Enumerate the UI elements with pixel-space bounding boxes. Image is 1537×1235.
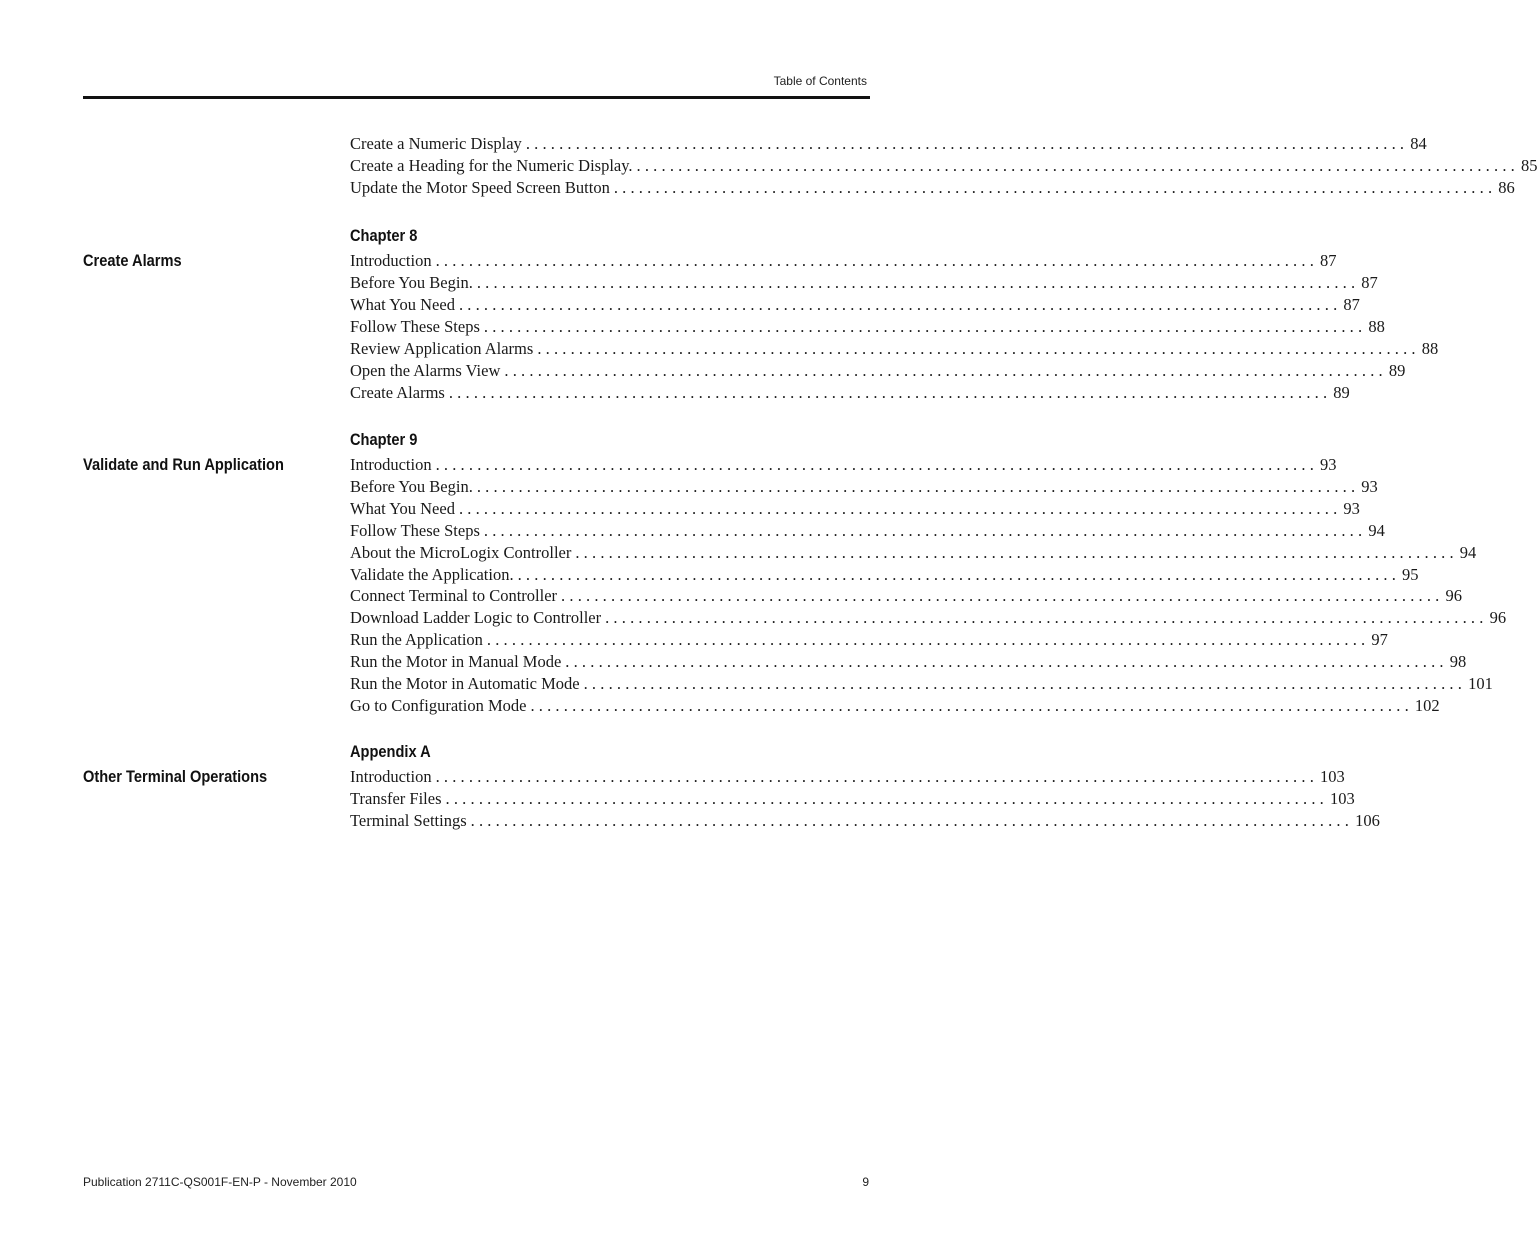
toc-entry-title: Go to Configuration Mode: [350, 696, 527, 715]
toc-entry[interactable]: [350, 543, 1477, 565]
toc-leader: ..........................................................................................................: [448, 383, 1332, 402]
toc-leader: ..........................................................................................................: [486, 630, 1370, 649]
section-title[interactable]: Create Alarms: [83, 251, 182, 270]
toc-leader: ..........................................................................................................: [565, 652, 1448, 671]
toc-entry-page: 102: [1414, 696, 1440, 715]
toc-entry-page: 95: [1402, 565, 1419, 584]
toc-leader: ..........................................................................................................: [504, 361, 1387, 380]
toc-entry-title: Update the Motor Speed Screen Button: [350, 178, 610, 197]
toc-entry[interactable]: [350, 317, 1385, 339]
toc-entry-page: 86: [1498, 178, 1515, 197]
toc-entry-page: 93: [1361, 477, 1378, 496]
toc-entry[interactable]: [350, 339, 1439, 361]
toc-entry-title: Introduction: [350, 455, 432, 474]
toc-leader: ..........................................................................................................: [530, 696, 1413, 715]
toc-entry-page: 89: [1388, 361, 1406, 380]
toc-entry-page: 103: [1320, 767, 1345, 786]
toc-entry-title: Introduction: [350, 767, 432, 786]
toc-entry-title: Follow These Steps: [350, 521, 480, 540]
toc-entry-title: Create a Heading for the Numeric Display.: [350, 156, 633, 175]
toc-entry[interactable]: [350, 156, 1537, 178]
toc-entry-page: 94: [1368, 521, 1385, 540]
toc-entry-title: Validate the Application.: [350, 565, 514, 584]
toc-entry[interactable]: [350, 273, 1378, 295]
toc-entry-page: 101: [1468, 674, 1493, 693]
toc-entry-title: Create Alarms: [350, 383, 445, 402]
toc-entry[interactable]: [350, 630, 1388, 652]
toc-entry-page: 87: [1343, 295, 1360, 314]
toc-entry-title: Review Application Alarms: [350, 339, 534, 358]
toc-entry-page: 87: [1320, 251, 1337, 270]
toc-entry[interactable]: [350, 789, 1355, 811]
toc-leader: ..........................................................................................................: [636, 156, 1519, 175]
toc-entry-title: Introduction: [350, 251, 432, 270]
toc-entry-page: 87: [1361, 273, 1378, 292]
page-number: 9: [862, 1175, 869, 1189]
toc-entry[interactable]: [350, 608, 1507, 630]
toc-entry[interactable]: [350, 477, 1378, 499]
toc-entry-title: Before You Begin.: [350, 477, 473, 496]
toc-entry[interactable]: [350, 383, 1350, 405]
toc-leader: ..........................................................................................................: [445, 789, 1328, 808]
toc-leader: ..........................................................................................................: [575, 543, 1458, 562]
toc-entry-page: 96: [1445, 586, 1462, 605]
running-header: Table of Contents: [773, 74, 867, 88]
toc-entry[interactable]: [350, 295, 1360, 317]
toc-entry-page: 88: [1368, 317, 1385, 336]
toc-entry[interactable]: [350, 586, 1462, 608]
toc-leader: ..........................................................................................................: [470, 811, 1354, 830]
toc-entry[interactable]: [350, 455, 1337, 477]
toc-entry-title: Run the Application: [350, 630, 483, 649]
toc-entry-title: Connect Terminal to Controller: [350, 586, 558, 605]
toc-entry[interactable]: [350, 178, 1515, 200]
toc-entry-page: 103: [1329, 789, 1355, 808]
toc-entry-page: 97: [1371, 630, 1388, 649]
toc-entry-title: Open the Alarms View: [350, 361, 501, 380]
toc-entry-page: 93: [1343, 499, 1360, 518]
toc-leader: ..........................................................................................................: [435, 455, 1319, 474]
toc-entry[interactable]: [350, 521, 1385, 543]
toc-leader: ..........................................................................................................: [476, 477, 1360, 496]
toc-entry-title: Follow These Steps: [350, 317, 480, 336]
toc-entry-title: Transfer Files: [350, 789, 442, 808]
toc-entry-title: Terminal Settings: [350, 811, 467, 830]
toc-entry-page: 93: [1320, 455, 1337, 474]
toc-leader: ..........................................................................................................: [583, 674, 1467, 693]
toc-entry-title: Run the Motor in Automatic Mode: [350, 674, 580, 693]
toc-entry-page: 85: [1520, 156, 1537, 175]
toc-entry-page: 106: [1355, 811, 1380, 830]
toc-entry-page: 94: [1459, 543, 1477, 562]
toc-entry-page: 88: [1421, 339, 1439, 358]
toc-entry[interactable]: [350, 565, 1419, 587]
toc-leader: ..........................................................................................................: [458, 295, 1342, 314]
toc-leader: ..........................................................................................................: [435, 767, 1319, 786]
section-title[interactable]: Other Terminal Operations: [83, 767, 268, 786]
toc-entry-page: 98: [1449, 652, 1467, 671]
toc-entry-title: Run the Motor in Manual Mode: [350, 652, 562, 671]
toc-entry-title: Download Ladder Logic to Controller: [350, 608, 602, 627]
chapter-label: Chapter 9: [350, 430, 418, 449]
toc-entry[interactable]: [350, 674, 1493, 696]
section-title[interactable]: Validate and Run Application: [83, 455, 284, 474]
toc-entry-title: What You Need: [350, 295, 455, 314]
toc-entry[interactable]: [350, 361, 1406, 383]
toc-leader: ..........................................................................................................: [483, 521, 1367, 540]
toc-leader: ..........................................................................................................: [613, 178, 1497, 197]
toc-entry[interactable]: [350, 767, 1345, 789]
toc-leader: ..........................................................................................................: [483, 317, 1367, 336]
toc-leader: ..........................................................................................................: [435, 251, 1319, 270]
toc-entry-page: 89: [1333, 383, 1350, 402]
toc-entry-page: 84: [1410, 134, 1427, 153]
toc-entry[interactable]: [350, 811, 1380, 833]
toc-entry-title: About the MicroLogix Controller: [350, 543, 572, 562]
toc-leader: ..........................................................................................................: [517, 565, 1401, 584]
toc-leader: ..........................................................................................................: [561, 586, 1444, 605]
toc-entry[interactable]: [350, 652, 1467, 674]
toc-entry-title: Before You Begin.: [350, 273, 473, 292]
chapter-label: Chapter 8: [350, 226, 418, 245]
toc-leader: ..........................................................................................................: [525, 134, 1409, 153]
toc-entry[interactable]: [350, 499, 1360, 521]
toc-entry[interactable]: [350, 134, 1427, 156]
toc-entry-title: What You Need: [350, 499, 455, 518]
toc-entry[interactable]: [350, 696, 1440, 718]
toc-entry-page: 96: [1489, 608, 1507, 627]
toc-leader: ..........................................................................................................: [476, 273, 1360, 292]
toc-leader: ..........................................................................................................: [537, 339, 1420, 358]
toc-leader: ..........................................................................................................: [458, 499, 1342, 518]
toc-entry[interactable]: [350, 251, 1337, 273]
toc-leader: ..........................................................................................................: [605, 608, 1488, 627]
chapter-label: Appendix A: [350, 742, 431, 761]
toc-entry-title: Create a Numeric Display: [350, 134, 522, 153]
header-rule: [83, 96, 870, 99]
publication-info: Publication 2711C-QS001F-EN-P - November 2010: [83, 1175, 357, 1189]
